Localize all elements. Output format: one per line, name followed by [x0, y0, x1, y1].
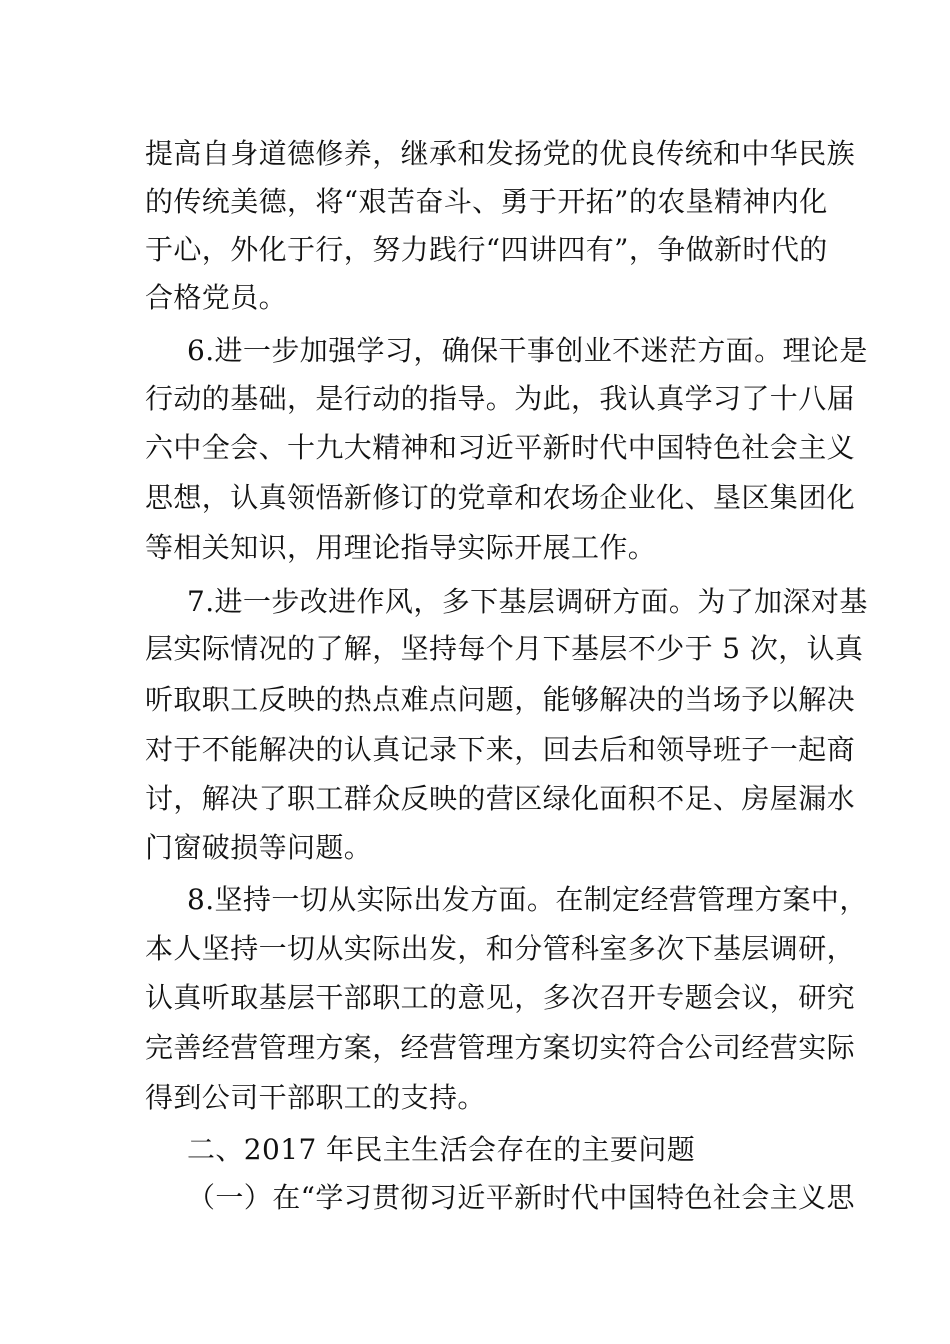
text-line: 层实际情况的了解，坚持每个月下基层不少于 5 次，认真: [145, 632, 864, 665]
text-line: 等相关知识，用理论指导实际开展工作。: [145, 531, 657, 564]
paragraph-heading-6: 6.进一步加强学习，确保干事创业不迷茫方面。理论是: [187, 334, 868, 367]
text-line: 思想，认真领悟新修订的党章和农场企业化、垦区集团化: [145, 481, 856, 514]
text-line: 完善经营管理方案，经营管理方案切实符合公司经营实际: [145, 1031, 856, 1064]
text-line: 得到公司干部职工的支持。: [145, 1081, 486, 1114]
text-line: 讨，解决了职工群众反映的营区绿化面积不足、房屋漏水: [145, 782, 856, 815]
text-line: 认真听取基层干部职工的意见，多次召开专题会议，研究: [145, 981, 856, 1014]
subsection-heading: （一）在“学习贯彻习近平新时代中国特色社会主义思: [187, 1181, 855, 1214]
text-line: 行动的基础，是行动的指导。为此，我认真学习了十八届: [145, 382, 856, 415]
paragraph-heading-8: 8.坚持一切从实际出发方面。在制定经营管理方案中，: [187, 883, 868, 916]
text-line: 对于不能解决的认真记录下来，回去后和领导班子一起商: [145, 733, 856, 766]
paragraph-heading-7: 7.进一步改进作风，多下基层调研方面。为了加深对基: [187, 585, 868, 618]
text-line: 门窗破损等问题。: [145, 831, 373, 864]
text-line: 合格党员。: [145, 281, 288, 314]
text-line: 听取职工反映的热点难点问题，能够解决的当场予以解决: [145, 683, 856, 716]
text-line: 提高自身道德修养，继承和发扬党的优良传统和中华民族: [145, 137, 856, 170]
text-line: 本人坚持一切从实际出发，和分管科室多次下基层调研，: [145, 932, 856, 965]
section-heading: 二、2017 年民主生活会存在的主要问题: [187, 1133, 696, 1166]
text-line: 的传统美德，将“艰苦奋斗、勇于开拓”的农垦精神内化: [145, 185, 828, 218]
text-line: 六中全会、十九大精神和习近平新时代中国特色社会主义: [145, 431, 856, 464]
text-line: 于心，外化于行，努力践行“四讲四有”，争做新时代的: [145, 233, 828, 266]
